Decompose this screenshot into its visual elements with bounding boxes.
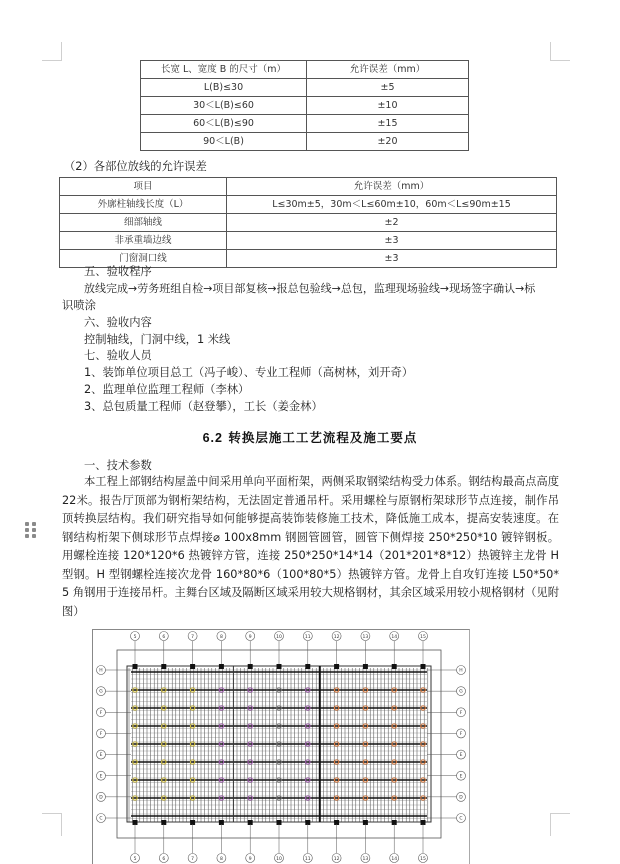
column-marker	[161, 664, 166, 669]
table-cell: 外廓柱轴线长度（L）	[60, 196, 227, 214]
list-item: 3、总包质量工程师（赵登攀），工长（姜金林）	[84, 400, 323, 413]
floor-plan-figure	[92, 629, 470, 864]
table-row	[141, 133, 469, 151]
column-marker	[133, 664, 138, 669]
grid-label: 14	[391, 634, 398, 640]
grid-label: 7	[191, 634, 195, 640]
section-heading: 五、验收程序	[84, 265, 152, 278]
crop-mark-bottom-right	[550, 813, 570, 836]
grid-label: D	[99, 795, 103, 801]
grid-label: 10	[276, 634, 282, 640]
table-cell: ±3	[227, 232, 557, 250]
table-cell: ±3	[227, 250, 557, 268]
grid-label: H	[459, 668, 463, 674]
section-body: 识喷涂	[62, 299, 96, 312]
table-cell: L(B)≤30	[141, 79, 307, 97]
column-marker	[421, 664, 426, 669]
grid-label: G	[99, 689, 103, 695]
crop-mark-top-left	[42, 42, 62, 61]
floor-plan-drawing	[93, 630, 469, 864]
table-cell: ±5	[307, 79, 469, 97]
table-cell: 门窗洞口线	[60, 250, 227, 268]
list-item: 2、监理单位监理工程师（李林）	[84, 383, 250, 396]
table-row	[141, 97, 469, 115]
table-cell: 30＜L(B)≤60	[141, 97, 307, 115]
list-item: 1、装饰单位项目总工（冯子峻）、专业工程师（高树林，刘开奇）	[84, 366, 414, 379]
grid-label: D	[459, 795, 463, 801]
grid-label: 12	[333, 634, 340, 640]
table-row	[141, 79, 469, 97]
chapter-title	[0, 428, 620, 446]
table-header-cell: 项目	[60, 178, 227, 196]
section-heading: 一、技术参数	[84, 459, 152, 472]
table-cell: 90＜L(B)	[141, 133, 307, 151]
column-marker	[277, 664, 282, 669]
grid-label: 11	[304, 634, 311, 640]
grid-label: F	[99, 732, 103, 738]
grid-label: 14	[391, 856, 398, 862]
table-header-row	[141, 61, 469, 79]
table-cell: ±15	[307, 115, 469, 133]
column-marker	[248, 664, 253, 669]
section-caption: （2）各部位放线的允许误差	[64, 160, 207, 173]
layout-tolerance-table	[59, 177, 557, 268]
grid-label: 6	[162, 634, 166, 640]
grid-label: C	[459, 816, 463, 822]
grid-label: E	[459, 753, 463, 759]
grid-label: 12	[333, 856, 340, 862]
grid-label: F	[459, 710, 463, 716]
section-body: 控制轴线，门洞中线，1 米线	[84, 333, 231, 346]
size-tolerance-table	[140, 60, 469, 151]
crop-mark-bottom-left	[42, 813, 62, 836]
column-marker	[305, 664, 310, 669]
grid-label: E	[99, 753, 103, 759]
grid-label: 13	[362, 856, 369, 862]
grid-label: 9	[248, 856, 252, 862]
grid-label: C	[99, 816, 103, 822]
grid-label: 5	[133, 634, 137, 640]
section-body: 放线完成→劳务班组自检→项目部复核→报总包验线→总包，监理现场验线→现场签字确认→标	[84, 282, 536, 295]
grid-label: 9	[248, 634, 252, 640]
grid-label: F	[99, 710, 103, 716]
grid-label: 10	[276, 856, 282, 862]
chapter-number: 6.2	[202, 431, 223, 445]
grid-label: 11	[304, 856, 311, 862]
column-marker	[363, 664, 368, 669]
table-header-row	[60, 178, 557, 196]
tech-paragraph: 本工程上部钢结构屋盖中间采用单向平面桁架，两侧采取钢梁结构受力体系。钢结构最高点高度22米。报告厅顶部为钢桁架结构，无法固定普通吊杆。采用螺栓与原钢桁架球形节点连接，制作吊顶转换层结构。我们研究指导如何能够提高装饰装修施工技术，降低施工成本，提高安装速度。在钢结构桁架下侧球形节点焊接⌀ 100x8mm 钢圆管圆管，圆管下侧焊接 250*250*10 镀锌钢板。用螺栓连接 120*120*6 热镀锌方管，连接 250*250*14*14（201*201*8*12）热镀锌主龙骨 H 型钢。H 型钢螺栓连接次龙骨 160*80*6（100*80*5）热镀锌方管。龙骨上自攻钉连接 L50*50*5 角钢用于连接吊杆。主舞台区域及隔断区域采用较大规格钢材，其余区域采用较小规格钢材（见附图）	[62, 475, 559, 618]
table-cell: 非承重墙边线	[60, 232, 227, 250]
grid-label: 8	[219, 856, 223, 862]
grid-label: E	[459, 774, 463, 780]
grid-label: H	[99, 668, 103, 674]
table-header-cell: 长宽 L、宽度 B 的尺寸（m）	[141, 61, 307, 79]
column-marker	[392, 664, 397, 669]
grid-label: 7	[191, 856, 195, 862]
table-cell: ±20	[307, 133, 469, 151]
table-row	[60, 232, 557, 250]
column-marker	[334, 664, 339, 669]
section-heading: 七、验收人员	[84, 349, 152, 362]
grid-label: G	[459, 689, 463, 695]
table-header-cell: 允许误差（mm）	[227, 178, 557, 196]
table-header-cell: 允许误差（mm）	[307, 61, 469, 79]
column-marker	[219, 664, 224, 669]
section-heading: 六、验收内容	[84, 316, 152, 329]
table-row	[141, 115, 469, 133]
chapter-title-text: 转换层施工工艺流程及施工要点	[228, 430, 418, 445]
grid-label: 5	[133, 856, 137, 862]
table-cell: L≤30m±5，30m＜L≤60m±10，60m＜L≤90m±15	[227, 196, 557, 214]
table-cell: 60＜L(B)≤90	[141, 115, 307, 133]
crop-mark-top-right	[550, 42, 570, 61]
grid-label: 15	[420, 634, 426, 640]
table-cell: ±2	[227, 214, 557, 232]
table-cell: 细部轴线	[60, 214, 227, 232]
table-cell: ±10	[307, 97, 469, 115]
grid-label: F	[459, 732, 463, 738]
table-row	[60, 196, 557, 214]
grid-label: 13	[362, 634, 369, 640]
grid-label: 8	[219, 634, 223, 640]
table-row	[60, 214, 557, 232]
grid-label: 15	[420, 856, 426, 862]
grid-label: E	[99, 774, 103, 780]
grid-label: 6	[162, 856, 166, 862]
drag-handle-icon[interactable]	[25, 522, 37, 540]
column-marker	[190, 664, 195, 669]
